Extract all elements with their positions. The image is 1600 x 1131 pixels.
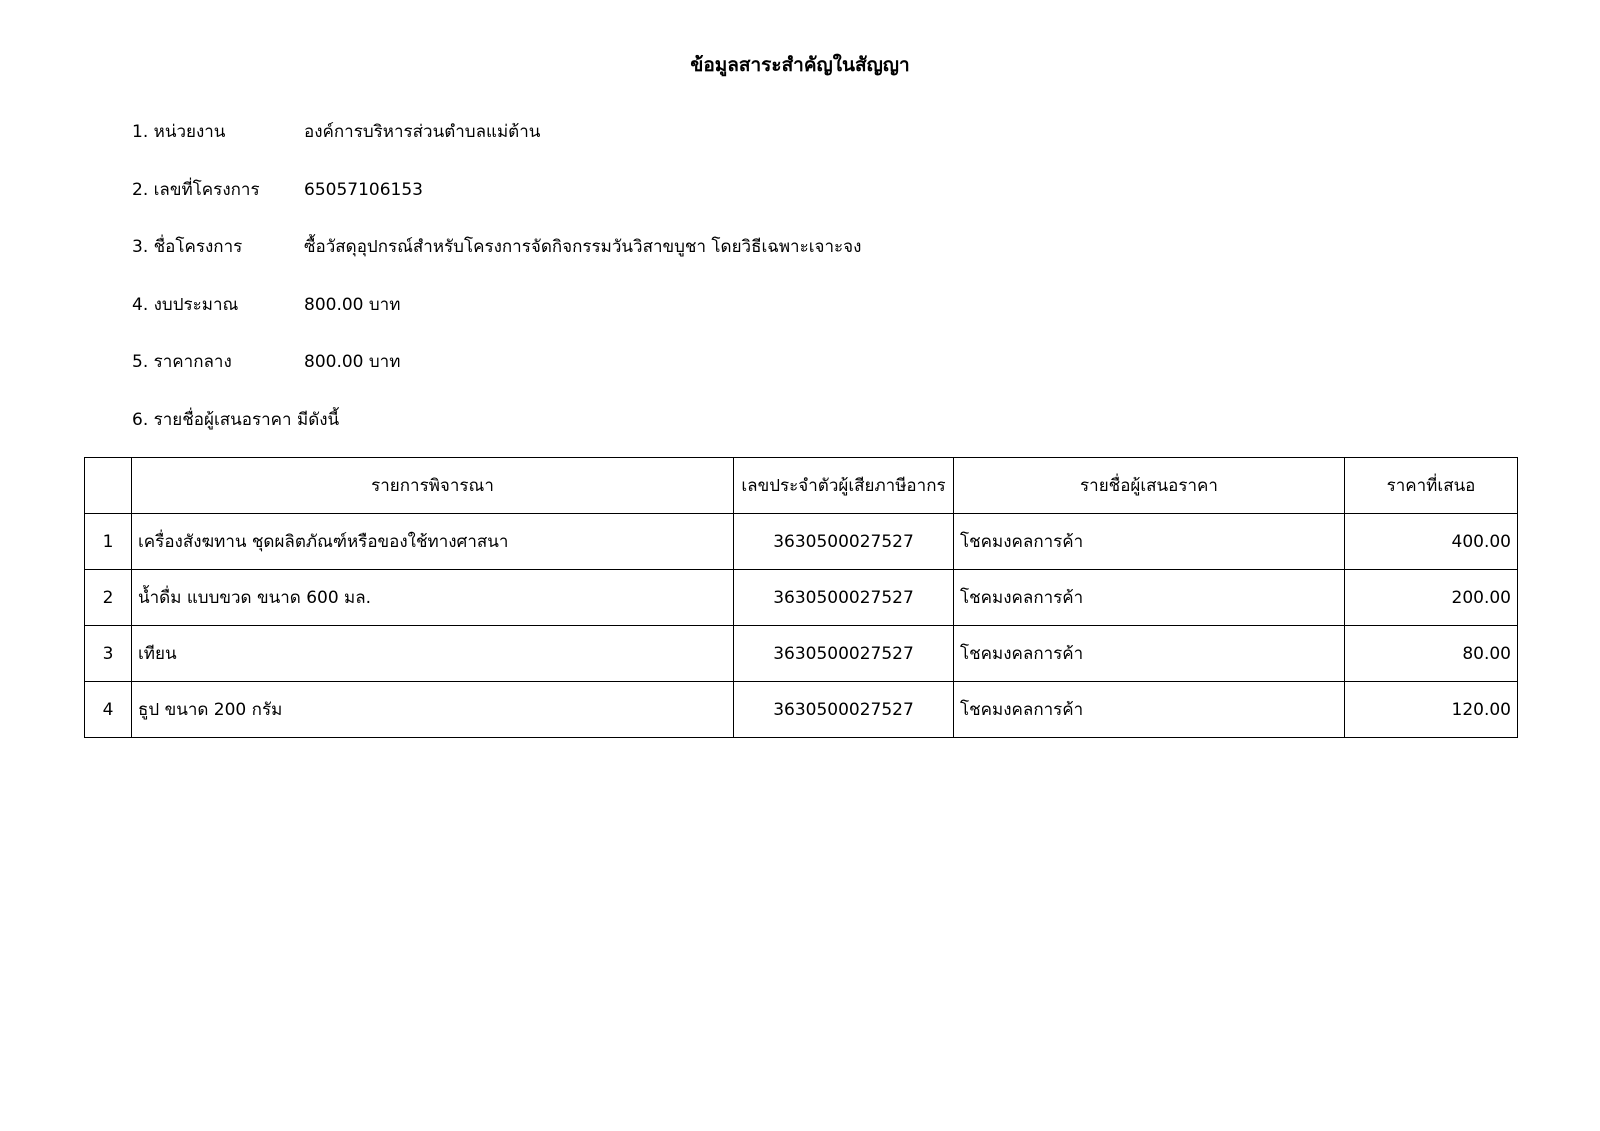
cell-item: เครื่องสังฆทาน ชุดผลิตภัณฑ์หรือของใช้ทางศาสนา [132,514,734,570]
cell-vendor: โชคมงคลการค้า [954,514,1345,570]
cell-no: 2 [85,570,132,626]
cell-tax-id: 3630500027527 [734,514,954,570]
cell-price: 400.00 [1345,514,1518,570]
info-project-name [132,232,861,262]
cell-no: 3 [85,626,132,682]
cell-price: 200.00 [1345,570,1518,626]
info-value: 800.00 บาท [304,352,401,372]
info-label: 5. ราคากลาง [132,352,232,372]
cell-tax-id: 3630500027527 [734,626,954,682]
info-value: 65057106153 [304,180,423,200]
cell-no: 1 [85,514,132,570]
info-project-number [132,175,423,205]
cell-item: เทียน [132,626,734,682]
bidders-table [84,457,1518,738]
cell-tax-id: 3630500027527 [734,682,954,738]
info-bidders-heading [132,405,339,435]
header-price: ราคาที่เสนอ [1345,458,1518,514]
info-label: 4. งบประมาณ [132,295,239,315]
table-row [85,570,1518,626]
cell-item: ธูป ขนาด 200 กรัม [132,682,734,738]
cell-vendor: โชคมงคลการค้า [954,682,1345,738]
info-agency [132,117,540,147]
table-row [85,514,1518,570]
cell-tax-id: 3630500027527 [734,570,954,626]
info-budget [132,290,400,320]
table-row [85,626,1518,682]
info-label: 2. เลขที่โครงการ [132,180,260,200]
document-title: ข้อมูลสาระสำคัญในสัญญา [690,54,910,76]
header-no [85,458,132,514]
cell-no: 4 [85,682,132,738]
info-label: 1. หน่วยงาน [132,122,226,142]
cell-vendor: โชคมงคลการค้า [954,626,1345,682]
info-value: 800.00 บาท [304,295,401,315]
cell-item: น้ำดื่ม แบบขวด ขนาด 600 มล. [132,570,734,626]
info-label: 3. ชื่อโครงการ [132,237,243,257]
cell-vendor: โชคมงคลการค้า [954,570,1345,626]
header-item: รายการพิจารณา [132,458,734,514]
info-label: 6. รายชื่อผู้เสนอราคา มีดังนี้ [132,410,340,430]
info-value: ซื้อวัสดุอุปกรณ์สำหรับโครงการจัดกิจกรรมวันวิสาขบูชา โดยวิธีเฉพาะเจาะจง [304,237,862,257]
table-row [85,682,1518,738]
header-tax-id: เลขประจำตัวผู้เสียภาษีอากร [734,458,954,514]
info-reference-price [132,347,400,377]
info-value: องค์การบริหารส่วนตำบลแม่ต้าน [304,122,541,142]
header-vendor: รายชื่อผู้เสนอราคา [954,458,1345,514]
table-header-row [85,458,1518,514]
cell-price: 80.00 [1345,626,1518,682]
cell-price: 120.00 [1345,682,1518,738]
